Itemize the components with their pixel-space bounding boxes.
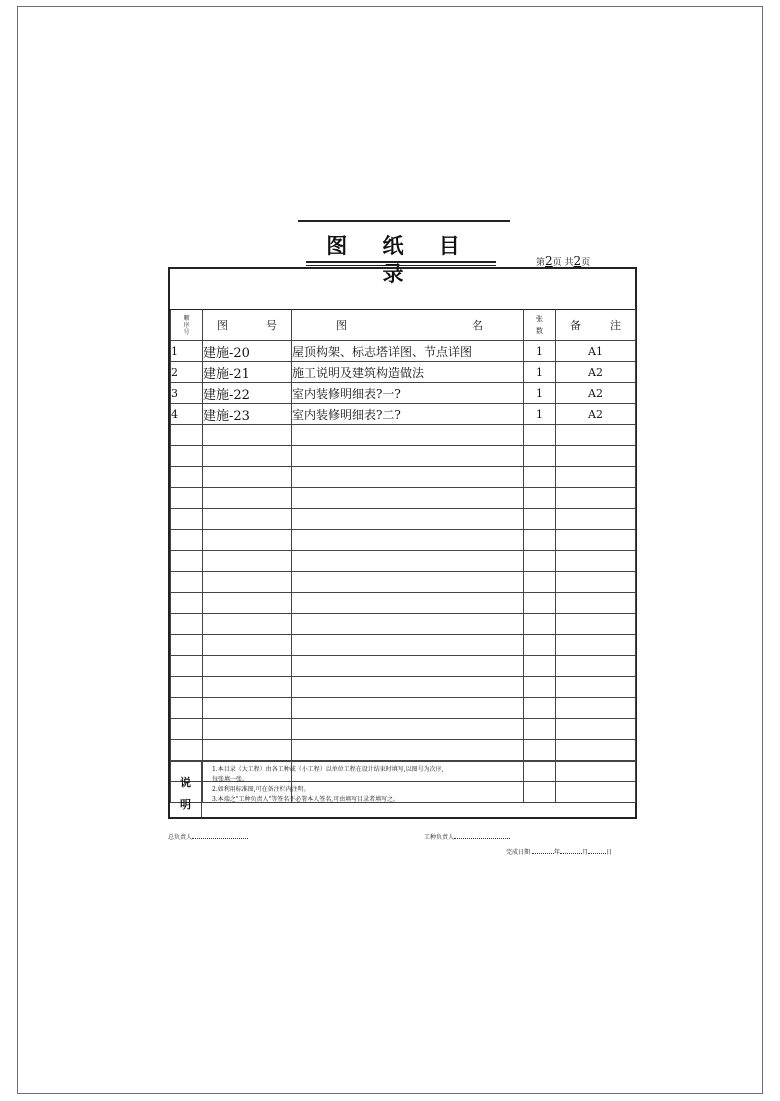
cell-number: 建施-20: [203, 341, 292, 362]
cell-count: [524, 593, 556, 614]
cell-remark: A1: [556, 341, 636, 362]
cell-seq: [171, 698, 203, 719]
table-header-row: [171, 310, 636, 341]
cell-remark: [556, 656, 636, 677]
page-prefix: 第: [536, 258, 546, 268]
cell-name: [292, 467, 524, 488]
table-row-empty: [171, 656, 636, 677]
cell-count: [524, 719, 556, 740]
cell-name: [292, 425, 524, 446]
cell-number: [203, 446, 292, 467]
cell-seq: [171, 740, 203, 761]
cell-number: [203, 677, 292, 698]
table-row: [171, 383, 636, 404]
table-row-empty: [171, 551, 636, 572]
cell-count: [524, 740, 556, 761]
page-number: 2: [545, 254, 553, 268]
cell-seq: [171, 530, 203, 551]
cell-name: 室内装修明细表?一?: [292, 383, 524, 404]
cell-remark: [556, 509, 636, 530]
note-line: 2.如利用标准图,可在备注栏内注明。: [212, 786, 310, 793]
cell-number: 建施-22: [203, 383, 292, 404]
table-row-empty: [171, 467, 636, 488]
cell-name: [292, 446, 524, 467]
cell-seq: [171, 425, 203, 446]
cell-remark: [556, 488, 636, 509]
cell-seq: 4: [171, 404, 203, 425]
cell-seq: 3: [171, 383, 203, 404]
cell-name: [292, 656, 524, 677]
page-total: 2: [573, 254, 582, 268]
index-grid: [170, 309, 636, 803]
cell-seq: [171, 677, 203, 698]
footer-date: 完成日期 年 月 日: [506, 849, 612, 856]
cell-seq: [171, 614, 203, 635]
cell-remark: [556, 446, 636, 467]
cell-count: 1: [524, 341, 556, 362]
table-row: [171, 341, 636, 362]
cell-number: [203, 467, 292, 488]
cell-number: [203, 488, 292, 509]
cell-count: [524, 551, 556, 572]
notes-section: [170, 761, 635, 817]
table-row-empty: [171, 677, 636, 698]
cell-name: [292, 593, 524, 614]
table-row: [171, 404, 636, 425]
note-line: 3.本端之"工种负责人"等签名不必署本人签名,可由填写目录者填写之。: [212, 796, 400, 803]
drawing-index-table: [168, 267, 637, 819]
table-row-empty: [171, 740, 636, 761]
cell-count: [524, 656, 556, 677]
cell-remark: A2: [556, 362, 636, 383]
cell-number: [203, 614, 292, 635]
cell-seq: [171, 719, 203, 740]
cell-name: [292, 572, 524, 593]
cell-seq: 1: [171, 341, 203, 362]
cell-name: [292, 719, 524, 740]
cell-remark: [556, 677, 636, 698]
header-remark: 备 注: [556, 310, 636, 341]
note-line: 1.本目录（大工程）由各工种或（小工程）以单位工程在设计结束时填写,以图号为次序,: [212, 766, 444, 773]
cell-name: [292, 677, 524, 698]
cell-name: [292, 698, 524, 719]
table-row-empty: [171, 614, 636, 635]
cell-name: [292, 488, 524, 509]
table-row-empty: [171, 719, 636, 740]
title-underline-thin: [306, 265, 496, 266]
cell-number: [203, 656, 292, 677]
footer-discipline: 工种负责人: [424, 832, 510, 841]
cell-seq: [171, 467, 203, 488]
cell-name: 施工说明及建筑构造做法: [292, 362, 524, 383]
cell-number: [203, 572, 292, 593]
cell-name: 屋顶构架、标志塔详图、节点详图: [292, 341, 524, 362]
header-name: 图 名: [292, 310, 524, 341]
page-unit: 页 共: [552, 258, 574, 268]
cell-count: [524, 677, 556, 698]
title-top-rule: [298, 220, 510, 222]
cell-seq: [171, 488, 203, 509]
note-line: 每张填一张。: [212, 776, 249, 783]
cell-remark: [556, 593, 636, 614]
table-row-empty: [171, 530, 636, 551]
cell-number: [203, 509, 292, 530]
table-row-empty: [171, 488, 636, 509]
cell-remark: A2: [556, 404, 636, 425]
cell-remark: [556, 614, 636, 635]
header-count: 张 数: [524, 310, 556, 341]
cell-count: [524, 488, 556, 509]
cell-name: [292, 740, 524, 761]
cell-name: [292, 635, 524, 656]
cell-number: [203, 551, 292, 572]
cell-name: [292, 530, 524, 551]
cell-count: [524, 698, 556, 719]
cell-count: 1: [524, 383, 556, 404]
cell-seq: 2: [171, 362, 203, 383]
table-row-empty: [171, 593, 636, 614]
cell-count: 1: [524, 362, 556, 383]
title-underline: [306, 261, 496, 263]
cell-remark: [556, 425, 636, 446]
cell-seq: [171, 572, 203, 593]
cell-remark: A2: [556, 383, 636, 404]
page-title: 图 纸 目 录: [326, 233, 474, 286]
cell-remark: [556, 635, 636, 656]
cell-remark: [556, 698, 636, 719]
footer-chief: 总负责人: [168, 832, 248, 841]
table-row-empty: [171, 698, 636, 719]
notes-text: [212, 765, 622, 805]
cell-seq: [171, 446, 203, 467]
cell-remark: [556, 572, 636, 593]
cell-count: [524, 635, 556, 656]
notes-label: 说 明: [170, 762, 202, 818]
cell-number: [203, 698, 292, 719]
page-total-unit: 页: [581, 258, 591, 268]
cell-seq: [171, 656, 203, 677]
table-row: [171, 362, 636, 383]
cell-number: [203, 530, 292, 551]
table-row-empty: [171, 635, 636, 656]
cell-number: [203, 425, 292, 446]
cell-number: 建施-23: [203, 404, 292, 425]
cell-remark: [556, 551, 636, 572]
cell-name: [292, 509, 524, 530]
cell-count: [524, 467, 556, 488]
table-row-empty: [171, 509, 636, 530]
cell-name: 室内装修明细表?二?: [292, 404, 524, 425]
page-indicator: [536, 254, 636, 268]
cell-number: [203, 719, 292, 740]
cell-seq: [171, 593, 203, 614]
cell-count: [524, 509, 556, 530]
cell-remark: [556, 719, 636, 740]
header-seq: 顺 序 号: [171, 310, 203, 341]
table-row-empty: [171, 446, 636, 467]
table-row-empty: [171, 425, 636, 446]
header-number: 图 号: [203, 310, 292, 341]
table-row-empty: [171, 572, 636, 593]
cell-number: [203, 593, 292, 614]
cell-number: [203, 740, 292, 761]
cell-seq: [171, 509, 203, 530]
cell-number: 建施-21: [203, 362, 292, 383]
cell-seq: [171, 551, 203, 572]
cell-remark: [556, 740, 636, 761]
cell-count: [524, 530, 556, 551]
cell-count: [524, 425, 556, 446]
cell-name: [292, 551, 524, 572]
cell-number: [203, 635, 292, 656]
cell-count: [524, 572, 556, 593]
cell-seq: [171, 635, 203, 656]
cell-count: [524, 446, 556, 467]
cell-remark: [556, 530, 636, 551]
cell-count: 1: [524, 404, 556, 425]
cell-remark: [556, 467, 636, 488]
cell-count: [524, 614, 556, 635]
cell-name: [292, 614, 524, 635]
